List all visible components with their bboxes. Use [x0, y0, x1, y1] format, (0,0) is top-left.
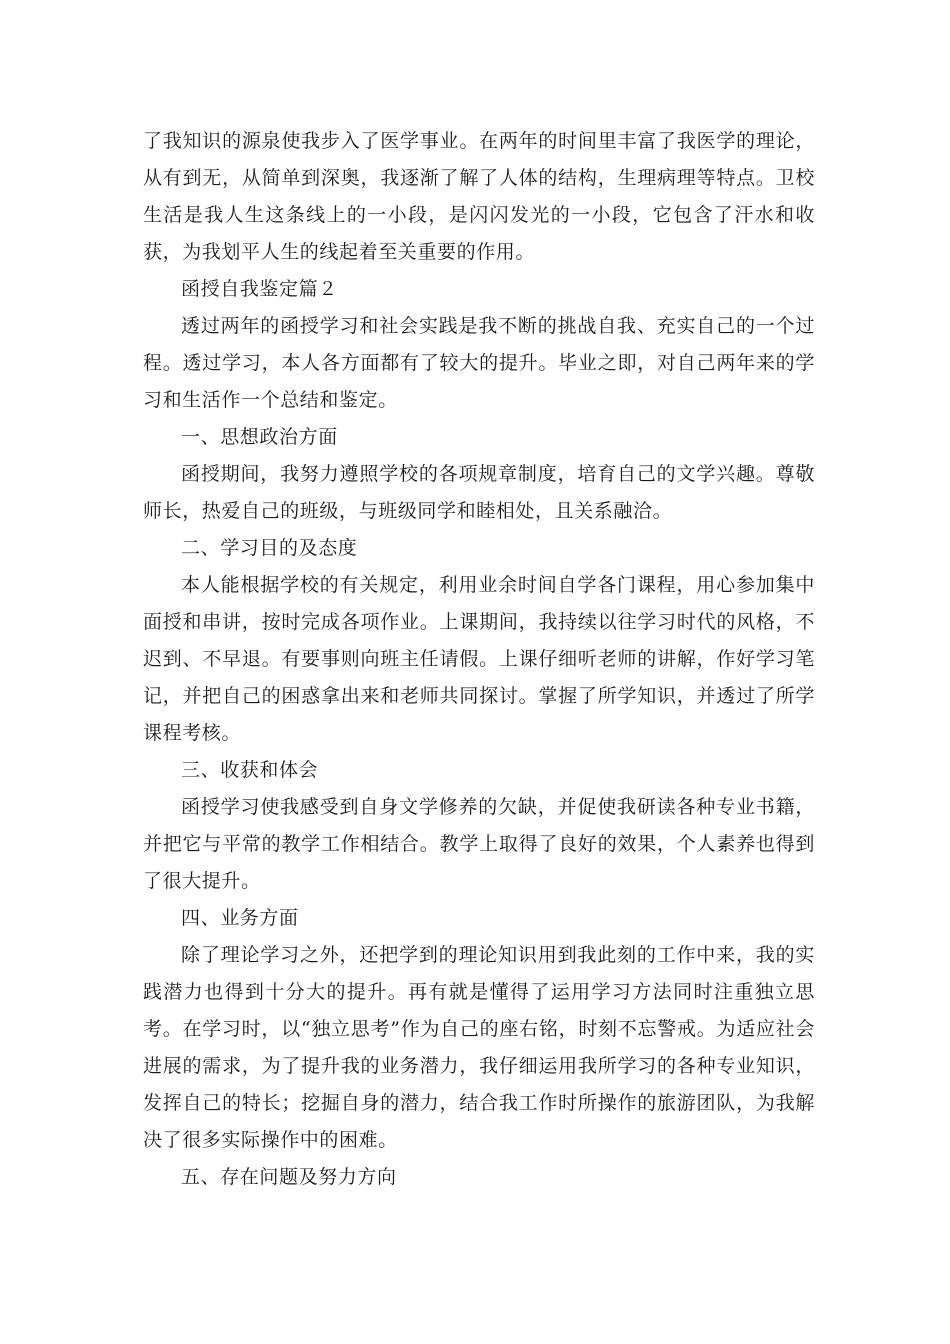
section-title-part-2: 函授自我鉴定篇２ — [181, 278, 338, 300]
heading-study-attitude: 二、学习目的及态度 — [181, 537, 358, 559]
paragraph-political-thought: 函授期间，我努力遵照学校的各项规章制度，培育自己的文学兴趣。尊敬师长，热爱自己的班级，与班级同学和睦相处，且关系融洽。 — [143, 463, 815, 522]
continuation-paragraph: 了我知识的源泉使我步入了医学事业。在两年的时间里丰富了我医学的理论，从有到无，从简单到深奥，我逐渐了解了人体的结构，生理病理等特点。卫校生活是我人生这条线上的一小段，是闪闪发光的一小段，它包含了汗水和收获，为我划平人生的线起着至关重要的作用。 — [143, 130, 815, 263]
paragraph-business: 除了理论学习之外，还把学到的理论知识用到我此刻的工作中来，我的实践潜力也得到十分大的提升。再有就是懂得了运用学习方法同时注重独立思考。在学习时，以“独立思考”作为自己的座右铭，时刻不忘警戒。为适应社会进展的需求，为了提升我的业务潜力，我仔细运用我所学习的各种专业知识，发挥自己的特长；挖掘自身的潜力，结合我工作时所操作的旅游团队，为我解决了很多实际操作中的困难。 — [143, 944, 815, 1151]
heading-gains: 三、收获和体会 — [181, 759, 319, 781]
intro-paragraph: 透过两年的函授学习和社会实践是我不断的挑战自我、充实自己的一个过程。透过学习，本人各方面都有了较大的提升。毕业之即，对自己两年来的学习和生活作一个总结和鉴定。 — [143, 315, 815, 411]
paragraph-study-attitude: 本人能根据学校的有关规定，利用业余时间自学各门课程，用心参加集中面授和串讲，按时完成各项作业。上课期间，我持续以往学习时代的风格，不迟到、不早退。有要事则向班主任请假。上课仔细听老师的讲解，作好学习笔记，并把自己的困惑拿出来和老师共同探讨。掌握了所学知识，并透过了所学课程考核。 — [143, 574, 815, 744]
heading-problems-direction: 五、存在问题及努力方向 — [181, 1166, 397, 1188]
heading-business: 四、业务方面 — [181, 907, 299, 929]
document-body — [143, 123, 815, 1196]
heading-political-thought: 一、思想政治方面 — [181, 426, 338, 448]
paragraph-gains: 函授学习使我感受到自身文学修养的欠缺，并促使我研读各种专业书籍，并把它与平常的教学工作相结合。教学上取得了良好的效果，个人素养也得到了很大提升。 — [143, 796, 815, 892]
